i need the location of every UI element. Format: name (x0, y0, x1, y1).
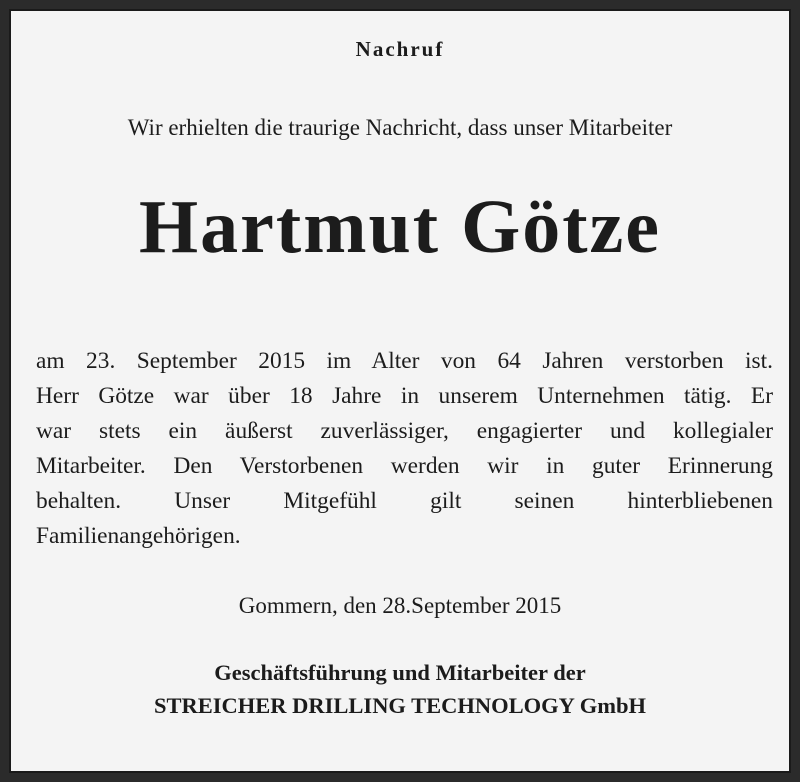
body-line: Herr Götze war über 18 Jahre in unserem Unternehmen tätig. Er (36, 383, 773, 409)
signature-company: STREICHER DRILLING TECHNOLOGY GmbH (154, 693, 646, 718)
body-line: behalten. Unser Mitgefühl gilt seinen hinterbliebenen (36, 488, 773, 514)
notice-heading: Nachruf (355, 37, 445, 61)
body-line: war stets ein äußerst zuverlässiger, engagierter und kollegialer (36, 418, 773, 444)
signature-block (11, 656, 789, 722)
intro-text: Wir erhielten die traurige Nachricht, dass unser Mitarbeiter (127, 115, 673, 140)
signature-line-1: Geschäftsführung und Mitarbeiter der (214, 660, 586, 685)
place-date: Gommern, den 28.September 2015 (238, 593, 562, 618)
deceased-name: Hartmut Götze (139, 185, 661, 269)
body-paragraph (36, 344, 773, 554)
body-line: Mitarbeiter. Den Verstorbenen werden wir in guter Erinnerung (36, 453, 773, 479)
body-line: Familienangehörigen. (36, 523, 241, 549)
obituary-notice (9, 9, 791, 773)
body-line: am 23. September 2015 im Alter von 64 Jahren verstorben ist. (36, 348, 773, 374)
